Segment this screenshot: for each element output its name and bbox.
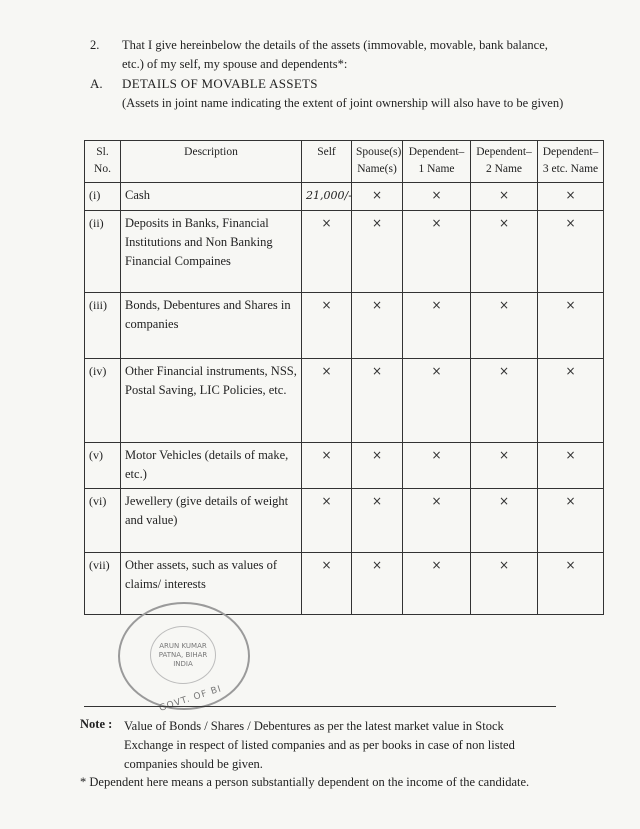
row-description: Bonds, Debentures and Shares in companies (121, 293, 302, 359)
table-header-row (85, 141, 604, 183)
dependent-3-cell: × (538, 293, 604, 359)
header-spouse: Spouse(s) Name(s) (352, 141, 403, 183)
table-row (85, 443, 604, 489)
row-sl-no: (vii) (85, 553, 121, 615)
section-letter: A. (90, 76, 103, 91)
row-description: Deposits in Banks, Financial Institutions and Non Banking Financial Compaines (121, 211, 302, 293)
dependent-3-cell: × (538, 489, 604, 553)
spouse-cell: × (352, 553, 403, 615)
section-title: DETAILS OF MOVABLE ASSETS (122, 76, 318, 91)
dependent-3-cell: × (538, 553, 604, 615)
row-description: Cash (121, 183, 302, 211)
self-cell: × (302, 293, 352, 359)
table-row (85, 489, 604, 553)
row-sl-no: (ii) (85, 211, 121, 293)
seal-line-2: PATNA, BIHAR (158, 650, 208, 659)
dependent-3-cell: × (538, 443, 604, 489)
spouse-cell: × (352, 443, 403, 489)
dependent-2-cell: × (471, 183, 538, 211)
note-text: Value of Bonds / Shares / Debentures as per the latest market value in Stock Exchange in respect of listed companies and as per books in case of non listed companies should be given. (124, 719, 515, 771)
note-divider (84, 706, 556, 707)
dependent-1-cell: × (403, 553, 471, 615)
dependent-1-cell: × (403, 293, 471, 359)
seal-ring-text: GOVT. OF BI (158, 684, 224, 714)
spouse-cell: × (352, 489, 403, 553)
seal-line-1: ARUN KUMAR (159, 641, 207, 650)
row-sl-no: (iv) (85, 359, 121, 443)
dependent-1-cell: × (403, 489, 471, 553)
table-row (85, 359, 604, 443)
official-seal-stamp (118, 602, 250, 714)
dependent-footnote: * Dependent here means a person substantially dependent on the income of the candidate. (80, 775, 530, 789)
table-row (85, 293, 604, 359)
row-sl-no: (iii) (85, 293, 121, 359)
dependent-2-cell: × (471, 359, 538, 443)
intro-paragraph: That I give hereinbelow the details of the assets (immovable, movable, bank balance, etc.) of my self, my spouse and dependents*: (122, 38, 548, 71)
header-dependent-3: Dependent–3 etc. Name (538, 141, 604, 183)
self-cell: × (302, 489, 352, 553)
dependent-1-cell: × (403, 443, 471, 489)
self-cell: × (302, 211, 352, 293)
row-description: Jewellery (give details of weight and value) (121, 489, 302, 553)
dependent-3-cell: × (538, 183, 604, 211)
dependent-1-cell: × (403, 183, 471, 211)
self-cell: × (302, 443, 352, 489)
dependent-3-cell: × (538, 211, 604, 293)
header-self: Self (302, 141, 352, 183)
header-description: Description (121, 141, 302, 183)
paragraph-number: 2. (90, 38, 100, 52)
self-cell: × (302, 553, 352, 615)
dependent-2-cell: × (471, 443, 538, 489)
spouse-cell: × (352, 183, 403, 211)
dependent-3-cell: × (538, 359, 604, 443)
row-sl-no: (i) (85, 183, 121, 211)
header-dependent-1: Dependent–1 Name (403, 141, 471, 183)
dependent-2-cell: × (471, 293, 538, 359)
dependent-2-cell: × (471, 211, 538, 293)
seal-center (150, 626, 216, 684)
dependent-1-cell: × (403, 359, 471, 443)
self-cell: × (302, 359, 352, 443)
row-description: Other assets, such as values of claims/ interests (121, 553, 302, 615)
dependent-2-cell: × (471, 489, 538, 553)
table-row (85, 183, 604, 211)
header-sl-no: Sl. No. (85, 141, 121, 183)
dependent-2-cell: × (471, 553, 538, 615)
section-subtitle: (Assets in joint name indicating the extent of joint ownership will also have to be given) (122, 96, 564, 110)
header-dependent-2: Dependent–2 Name (471, 141, 538, 183)
spouse-cell: × (352, 359, 403, 443)
self-cell: 21,000/- (302, 183, 352, 211)
row-description: Motor Vehicles (details of make, etc.) (121, 443, 302, 489)
note-label: Note : (80, 717, 113, 731)
seal-line-3: INDIA (173, 659, 193, 668)
table-row (85, 211, 604, 293)
dependent-1-cell: × (403, 211, 471, 293)
row-sl-no: (v) (85, 443, 121, 489)
row-description: Other Financial instruments, NSS, Postal Saving, LIC Policies, etc. (121, 359, 302, 443)
spouse-cell: × (352, 211, 403, 293)
spouse-cell: × (352, 293, 403, 359)
movable-assets-table (84, 140, 604, 615)
row-sl-no: (vi) (85, 489, 121, 553)
